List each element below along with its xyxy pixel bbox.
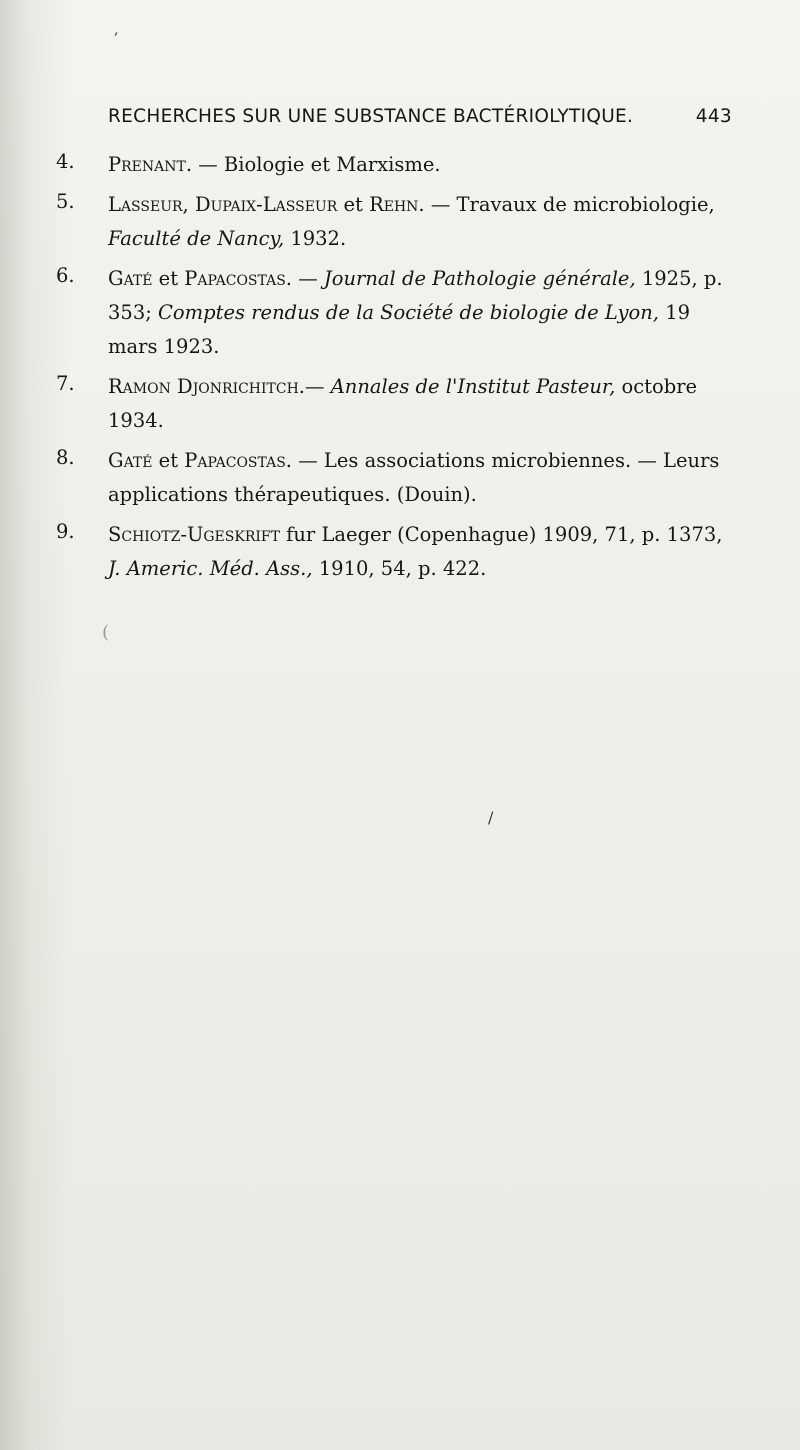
reference-source: Annales de l'Institut Pasteur, [330, 375, 616, 398]
running-title: RECHERCHES SUR UNE SUBSTANCE BACTÉRIOLYTIQUE. [108, 106, 634, 127]
ink-speck: , [114, 22, 119, 38]
reference-text: — Travaux de microbiologie, [424, 193, 715, 216]
reference-authors: Prenant. [108, 153, 193, 176]
reference-source: Journal de Pathologie générale, [323, 267, 636, 290]
reference-text: fur Laeger (Copenhague) 1909, 71, p. 1373, [279, 523, 723, 546]
reference-number: 5. [56, 190, 75, 213]
reference-item [56, 370, 736, 438]
reference-number: 4. [56, 150, 75, 173]
reference-year: octobre 1934. [108, 375, 698, 432]
reference-item [56, 444, 736, 512]
reference-source: J. Americ. Méd. Ass., [108, 557, 313, 580]
reference-authors: Ramon Djonrichitch. [108, 375, 306, 398]
reference-authors: Gaté [108, 449, 153, 472]
ink-speck: / [488, 808, 494, 827]
reference-list [56, 148, 736, 592]
reference-item [56, 262, 736, 364]
reference-authors-2: Rehn. [369, 193, 425, 216]
reference-text: — [305, 375, 331, 398]
ink-speck: ( [102, 622, 110, 643]
reference-item [56, 148, 736, 182]
reference-year: 1932. [284, 227, 347, 250]
reference-authors: Schiotz-Ugeskrift [108, 523, 280, 546]
reference-number: 7. [56, 372, 75, 395]
reference-details: 1925, p. 353; [108, 267, 723, 324]
reference-connector: et [152, 267, 185, 290]
reference-year: 19 mars 1923. [108, 301, 691, 358]
reference-authors: Lasseur, Dupaix-Lasseur [108, 193, 338, 216]
reference-authors-2: Papacostas. [184, 267, 292, 290]
reference-authors: Gaté [108, 267, 153, 290]
reference-authors-2: Papacostas. [184, 449, 292, 472]
reference-connector: et [337, 193, 370, 216]
reference-item [56, 518, 736, 586]
reference-number: 6. [56, 264, 75, 287]
reference-text: — Biologie et Marxisme. [192, 153, 441, 176]
reference-text: — [292, 267, 324, 290]
reference-connector: et [152, 449, 185, 472]
reference-number: 9. [56, 520, 75, 543]
reference-number: 8. [56, 446, 75, 469]
reference-text: — Les associations microbiennes. — Leurs applications thérapeutiques. (Douin). [108, 449, 720, 506]
page-number: 443 [695, 106, 732, 127]
reference-source: Faculté de Nancy, [108, 227, 285, 250]
reference-source-2: Comptes rendus de la Société de biologie de Lyon, [158, 301, 659, 324]
reference-year: 1910, 54, p. 422. [312, 557, 487, 580]
reference-item [56, 188, 736, 256]
